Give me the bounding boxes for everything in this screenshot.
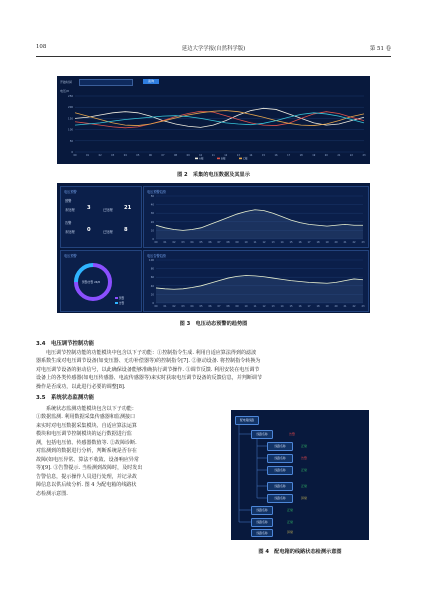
x-tick-label: 01 (163, 241, 167, 244)
x-tick-label: 11 (211, 154, 215, 157)
x-tick-label: 15 (289, 241, 293, 244)
x-tick-label: 11 (253, 305, 257, 308)
x-tick-label: 05 (199, 241, 203, 244)
warning-unhandled-label: 未处理 (65, 208, 75, 212)
x-tick-label: 02 (172, 305, 176, 308)
alert-ratio-panel (60, 250, 142, 312)
alert-status-panel (60, 186, 142, 248)
figure4-caption: 图 4 配电箱的线路状态检测示意图 (258, 549, 342, 555)
line-state-label: 告警 (289, 432, 296, 436)
line-state-label: 正常 (301, 444, 308, 448)
section-3-5-heading: 3.5 系统状态监测功能 (36, 395, 95, 401)
x-tick-label: 13 (271, 241, 275, 244)
warning-trend-title: 电压预警趋势 (147, 190, 167, 194)
x-tick-label: 02 (98, 154, 102, 157)
series-area (156, 210, 363, 239)
warning-handled-value: 21 (124, 205, 132, 211)
x-tick-label: 23 (361, 241, 365, 244)
page-number: 108 (36, 44, 47, 50)
x-tick-label: 00 (154, 241, 158, 244)
x-tick-label: 03 (181, 241, 185, 244)
tree-node[interactable]: 线路名称 (251, 518, 273, 527)
x-tick-label: 03 (111, 154, 115, 157)
y-tick-label: 40 (150, 284, 154, 288)
filter-label: 开始时间 (60, 80, 73, 84)
x-tick-label: 08 (226, 305, 230, 308)
warning-row-label: 预警 (65, 199, 72, 203)
x-tick-label: 14 (280, 241, 284, 244)
tree-node[interactable]: 线路名称 (267, 482, 293, 491)
x-tick-label: 00 (73, 154, 77, 157)
legend-label-alarm: 告警 (119, 302, 125, 305)
warning-unhandled-value: 3 (87, 205, 91, 211)
x-tick-label: 13 (236, 154, 240, 157)
y-tick-label: 250 (68, 95, 73, 98)
tree-node[interactable]: 线路名称 (267, 454, 293, 463)
y-tick-label: 30 (150, 212, 154, 216)
alarm-trend-panel (143, 250, 369, 312)
x-tick-label: 08 (226, 241, 230, 244)
y-tick-label: 0 (152, 302, 154, 305)
alarm-trend-title: 电压告警趋势 (147, 254, 167, 258)
paragraph-line: 系统状态监测功能模块包含以下子功能： (46, 406, 137, 412)
warning-handled-label: 已处理 (103, 208, 113, 212)
paragraph-line: 操作是否成功，以此进行必要的调整[8]. (36, 383, 126, 390)
x-tick-label: 19 (312, 154, 316, 157)
x-tick-label: 21 (343, 241, 347, 244)
paragraph-line: ①数据监测. 利用数据采集传感器和监测接口 (36, 414, 136, 421)
journal-title: 延边大学学报(自然科学版) (181, 46, 246, 52)
y-tick-label: 60 (150, 276, 154, 280)
x-tick-label: 23 (362, 154, 366, 157)
legend-label: C相 (243, 157, 248, 161)
y-tick-label: 50 (150, 195, 154, 198)
x-tick-label: 22 (352, 305, 356, 308)
tree-node[interactable]: 线路名称 (267, 442, 293, 451)
x-tick-label: 14 (249, 154, 253, 157)
x-tick-label: 19 (325, 305, 329, 308)
x-tick-label: 17 (287, 154, 291, 157)
y-tick-label: 20 (150, 220, 154, 224)
x-tick-label: 08 (173, 154, 178, 157)
ratio-panel-title: 电压预警 (64, 254, 77, 258)
x-tick-label: 06 (208, 305, 212, 308)
section-3-4-heading: 3.4 电压调节控制功能 (36, 341, 95, 347)
alarm-unhandled-label: 未处理 (65, 230, 75, 234)
paragraph-line: 故障(如电压异常、算法不收敛、设备响应异常 (36, 456, 139, 463)
x-tick-label: 16 (274, 154, 278, 157)
volume-label: 第 51 卷 (369, 46, 391, 52)
legend-swatch (195, 158, 198, 160)
x-tick-label: 12 (262, 241, 266, 244)
paragraph-line: 电压调节控制功能的功能模块中包含以下子功能：①控制指令生成. 利用自适应算法得到的滤波 (46, 350, 257, 356)
paragraph-line: 对监测到的数据进行分析，判断系统是否存在 (36, 448, 137, 455)
x-tick-label: 07 (217, 305, 221, 308)
legend-label: A相 (199, 157, 204, 161)
figure2-panel (57, 76, 370, 164)
y-tick-label: 100 (68, 128, 73, 132)
y-tick-label: 20 (150, 293, 154, 297)
header-rule (36, 56, 391, 57)
x-tick-label: 19 (325, 241, 329, 244)
y-tick-label: 200 (68, 106, 73, 110)
x-tick-label: 03 (181, 305, 185, 308)
alarm-handled-label: 已处理 (103, 230, 113, 234)
y-tick-label: 150 (68, 117, 73, 121)
donut-center-label: 预警/告警 24/8 (82, 281, 100, 284)
query-button[interactable]: 查询 (143, 79, 159, 84)
y-tick-label: 40 (150, 203, 154, 207)
paragraph-line: 模块和电压调节控制模块的运行数据进行监 (36, 431, 132, 438)
x-tick-label: 09 (235, 241, 239, 244)
y-tick-label: 10 (150, 229, 154, 233)
voltage-line-chart (57, 76, 370, 164)
x-tick-label: 18 (299, 154, 303, 157)
paragraph-line: 等)[9]. ③告警提示. 当检测到故障时，及时发出 (36, 465, 143, 472)
x-tick-label: 06 (148, 154, 152, 157)
x-tick-label: 02 (172, 241, 176, 244)
line-state-label: 正常 (301, 468, 308, 472)
x-tick-label: 00 (154, 305, 158, 308)
paragraph-line: 测，包括电压值、传感器数值等. ②故障诊断. (36, 439, 137, 446)
paragraph-line: 设备上的各类传感器(如电压传感器、电流传感器等)来实时获取电压调节设备的反馈信息，并判断调节 (36, 375, 262, 382)
line-state-label: 正常 (301, 484, 308, 488)
x-tick-label: 16 (298, 305, 302, 308)
alarm-unhandled-value: 0 (87, 227, 91, 233)
x-tick-label: 12 (224, 154, 228, 157)
warning-trend-panel (143, 186, 369, 248)
x-tick-label: 05 (136, 154, 140, 157)
tree-node[interactable]: 线路名称 (251, 529, 273, 537)
series-area (156, 275, 363, 303)
y-tick-label: 0 (152, 238, 154, 241)
paragraph-line: 对电压调节设备的驱动信号，以此确保设备能够准确执行调节操作. ③调节反馈. 利用安装在电压调节 (36, 366, 260, 373)
section-3-5-body (36, 405, 222, 498)
legend-swatch (239, 158, 242, 160)
figure3-dashboard (57, 183, 370, 313)
section-3-4-body (36, 349, 391, 391)
alarm-row-label: 告警 (65, 221, 72, 225)
x-tick-label: 21 (343, 305, 347, 308)
line-state-label: 正常 (287, 508, 294, 512)
figure2-caption: 图 2 采集的电压数据及其显示 (177, 172, 250, 178)
x-tick-label: 15 (289, 305, 293, 308)
y-tick-label: 100 (149, 259, 154, 262)
x-tick-label: 01 (163, 305, 167, 308)
tree-node[interactable]: 线路名称 (267, 466, 293, 475)
legend-label: B相 (221, 157, 226, 161)
unit-label: 电压/V (60, 89, 70, 93)
x-tick-label: 17 (307, 305, 311, 308)
x-tick-label: 20 (334, 241, 338, 244)
x-tick-label: 04 (190, 241, 194, 244)
y-tick-label: 0 (71, 151, 73, 154)
y-tick-label: 50 (69, 139, 73, 143)
legend-swatch-warning (115, 297, 118, 299)
legend-swatch (217, 158, 220, 160)
x-tick-label: 16 (298, 241, 302, 244)
x-tick-label: 23 (361, 305, 365, 308)
x-tick-label: 14 (280, 305, 284, 308)
line-state-label: 异常 (287, 530, 294, 534)
x-tick-label: 20 (334, 305, 338, 308)
figure4-tree-panel (231, 410, 369, 540)
paragraph-line: 告警信息，提示操作人员进行处理，并记录故 (36, 473, 137, 480)
x-tick-label: 22 (352, 241, 356, 244)
x-tick-label: 04 (123, 154, 127, 157)
tree-node[interactable]: 线路名称 (251, 430, 273, 439)
x-tick-label: 17 (307, 241, 311, 244)
x-tick-label: 09 (235, 305, 239, 308)
x-tick-label: 10 (244, 241, 248, 244)
line-state-label: 异常 (301, 496, 308, 500)
x-tick-label: 01 (86, 154, 90, 157)
x-tick-label: 06 (208, 241, 212, 244)
alarm-trend-chart (144, 251, 368, 311)
alarm-handled-value: 8 (124, 227, 128, 233)
paragraph-line: 态检测示意图. (36, 490, 68, 497)
tree-node[interactable]: 线路名称 (267, 494, 293, 503)
x-tick-label: 11 (253, 241, 257, 244)
y-tick-label: 80 (150, 267, 154, 271)
x-tick-label: 04 (190, 305, 194, 308)
paragraph-line: 器系数生成对电压调节设备(如变压器、无功补偿器等)的控制指令[7]. ②驱动设备. 将控制指令转换为 (36, 358, 261, 365)
tree-node[interactable]: 线路名称 (251, 506, 273, 515)
paragraph-line: 来实时对电压数据采集模块、自适应算法运算 (36, 422, 137, 429)
figure3-caption: 图 3 电压动态预警的趋势图 (179, 321, 248, 327)
x-tick-label: 21 (337, 154, 341, 157)
x-tick-label: 10 (199, 154, 203, 157)
alert-ratio-donut (61, 251, 141, 311)
line-state-label: 正常 (287, 520, 294, 524)
x-tick-label: 15 (261, 154, 266, 157)
x-tick-label: 18 (316, 305, 320, 308)
warning-trend-chart (144, 187, 368, 247)
x-tick-label: 18 (316, 241, 320, 244)
x-tick-label: 05 (199, 305, 203, 308)
x-tick-label: 20 (324, 154, 328, 157)
paragraph-line: 障信息以供后续分析. 图 4 为配电箱的线路状 (36, 482, 137, 489)
legend-swatch-alarm (115, 302, 118, 304)
x-tick-label: 13 (271, 305, 275, 308)
x-tick-label: 07 (217, 241, 221, 244)
x-tick-label: 09 (186, 154, 190, 157)
x-tick-label: 07 (161, 154, 165, 157)
status-panel-title: 电压预警 (64, 190, 77, 194)
x-tick-label: 10 (244, 305, 248, 308)
x-tick-label: 12 (262, 305, 266, 308)
tree-root-node[interactable]: 配电箱线路 (235, 416, 259, 425)
x-tick-label: 22 (349, 154, 353, 157)
legend-label-warning: 预警 (119, 297, 125, 300)
line-state-label: 告警 (301, 456, 308, 460)
